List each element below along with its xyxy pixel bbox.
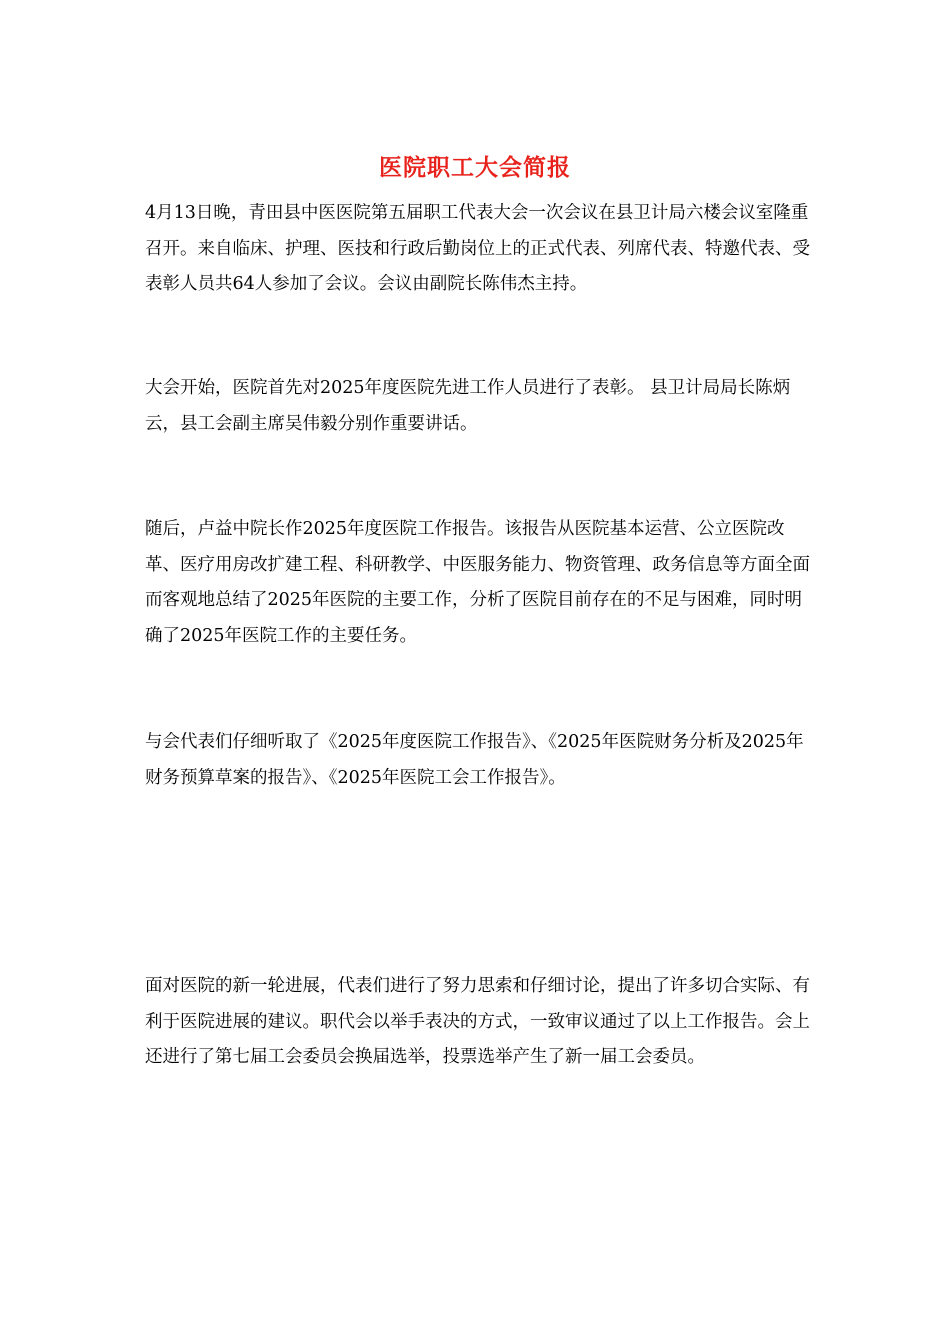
document-title: 医院职工大会简报 [379,154,571,181]
paragraph-5: 面对医院的新一轮进展，代表们进行了努力思索和仔细讨论，提出了许多切合实际、有利于医院进展的建议。职代会以举手表决的方式，一致审议通过了以上工作报告。会上还进行了第七届工会委员会换届选举，投票选举产生了新一届工会委员。 [145,976,810,1067]
paragraph-1: 4月13日晚，青田县中医医院第五届职工代表大会一次会议在县卫计局六楼会议室隆重召开。来自临床、护理、医技和行政后勤岗位上的正式代表、列席代表、特邀代表、受表彰人员共64人参加了会议。会议由副院长陈伟杰主持。 [145,203,810,294]
paragraph-2: 大会开始，医院首先对2025年度医院先进工作人员进行了表彰。 县卫计局局长陈炳云，县工会副主席吴伟毅分别作重要讲话。 [145,378,791,434]
paragraph-4: 与会代表们仔细听取了《2025年度医院工作报告》、《2025年医院财务分析及2025年财务预算草案的报告》、《2025年医院工会工作报告》。 [145,732,804,788]
paragraph-3: 随后，卢益中院长作2025年度医院工作报告。该报告从医院基本运营、公立医院改革、医疗用房改扩建工程、科研教学、中医服务能力、物资管理、政务信息等方面全面而客观地总结了2025年医院的主要工作，分析了医院目前存在的不足与困难，同时明确了2025年医院工作的主要任务。 [145,519,810,646]
